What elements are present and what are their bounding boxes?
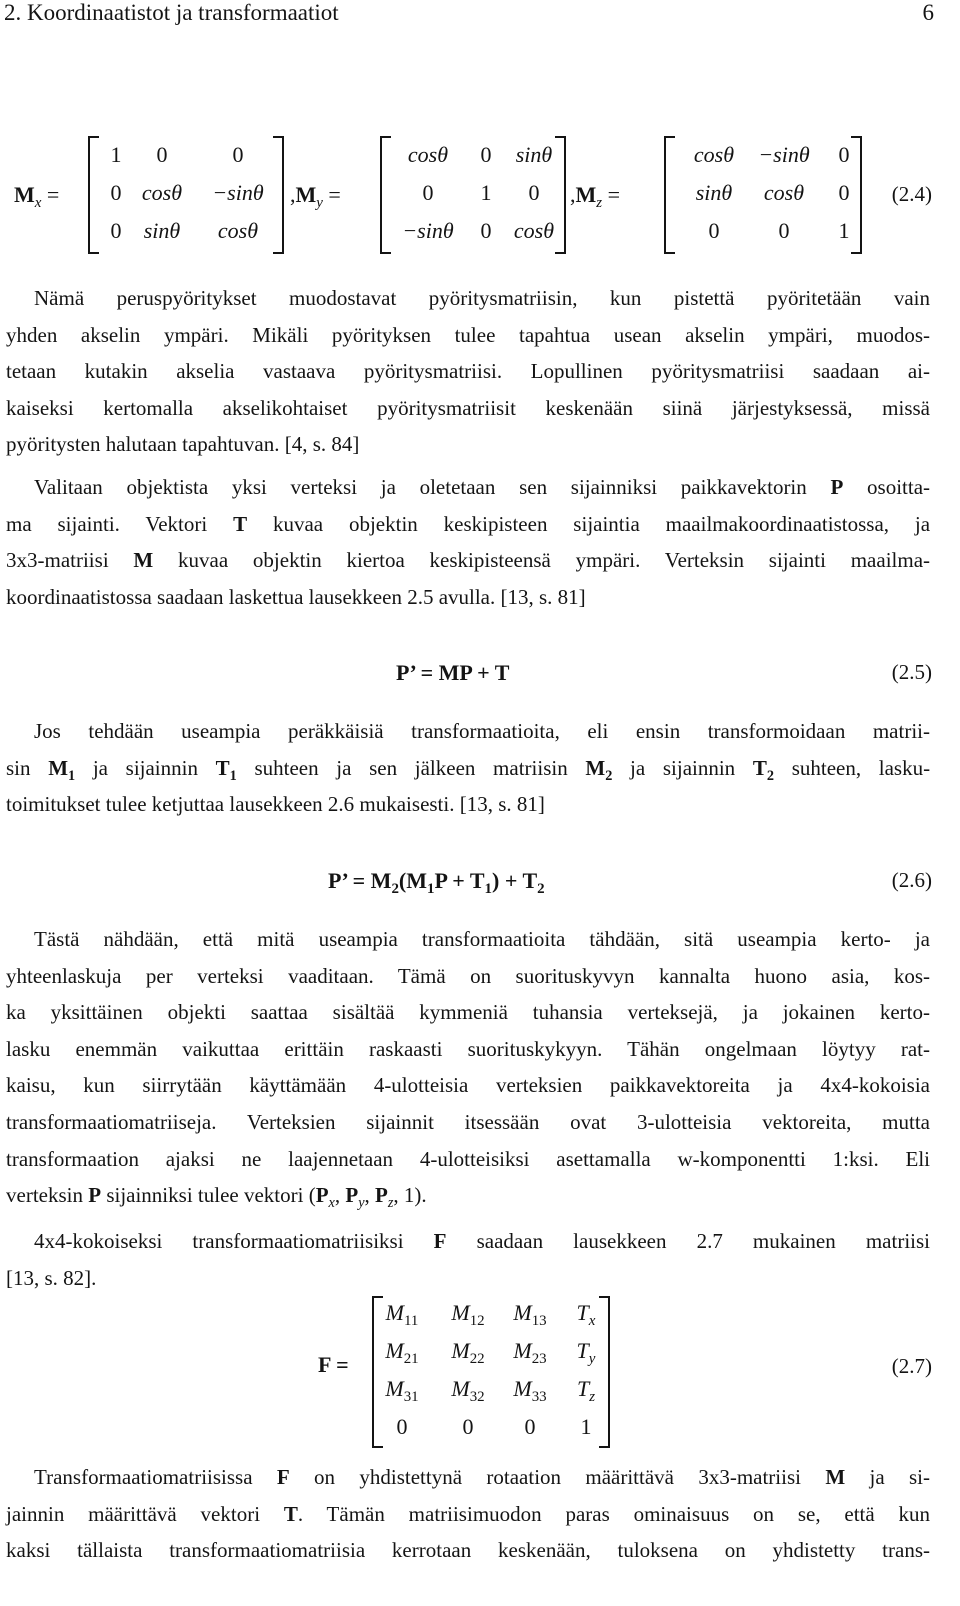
matrix-cell: 0	[778, 218, 790, 243]
matrix-cell: −sinθ	[402, 218, 454, 243]
equation-2-6: P’ = $M_2(M_1P + T_1) + T_2$	[328, 868, 545, 898]
matrix-cell: 0	[232, 142, 244, 167]
matrix-cell: 0	[110, 180, 122, 205]
matrix-cell: 0	[396, 1414, 408, 1439]
matrix-cell: 0	[708, 218, 720, 243]
text-line: Jos tehdään useampia peräkkäisiä transformaatioita, eli ensin transformoidaan matrii-	[34, 719, 930, 743]
mx-label: $M_x$ =	[14, 182, 60, 212]
matrix-cell: 0	[838, 180, 850, 205]
page-number: 6	[922, 0, 934, 25]
equation-number-2-5: (2.5)	[891, 660, 932, 684]
equation-number-2-6: (2.6)	[891, 868, 932, 892]
matrix-cell: sinθ	[695, 180, 733, 205]
matrix-cell: $M_{31}$	[385, 1376, 419, 1406]
text-line: kaisu, kun siirrytään käyttämään 4-ulotteisia verteksien paikkavektoreita ja 4x4-kokoisia	[6, 1073, 930, 1098]
paragraph-chaining	[6, 713, 930, 823]
matrix-cell: 1	[838, 218, 850, 243]
matrix-cell: 1	[580, 1414, 592, 1439]
matrix-cell: cosθ	[141, 180, 183, 205]
matrix-cell: 0	[480, 218, 492, 243]
matrix-cell: 0	[838, 142, 850, 167]
matrix-cell: $M_{12}$	[451, 1300, 485, 1330]
matrix-cell: 1	[110, 142, 122, 167]
matrix-cell: $M_{33}$	[513, 1376, 547, 1406]
matrix-cell: $T_x$	[576, 1300, 596, 1330]
text-line: 3x3-matriisi M kuvaa objektin kiertoa keskipisteensä ympäri. Verteksin sijainti maailma-	[6, 548, 931, 573]
matrix-cell: $T_y$	[576, 1338, 596, 1368]
matrix-cell: 0	[156, 142, 168, 167]
text-line: jainnin määrittävä vektori T. Tämän matriisimuodon paras ominaisuus on se, että kun	[6, 1501, 931, 1526]
text-line: ka yksittäinen objekti saattaa sisältää kymmeniä tuhansia verteksejä, ja jokainen kerto-	[6, 1000, 930, 1025]
text-line: $\sin M_1$ ja sijainnin $T_1$ suhteen ja sen jälkeen matriisin $M_2$ ja sijainnin $T_2$ suhteen, lasku-	[6, 755, 931, 784]
matrix-cell: 0	[480, 142, 492, 167]
text-line: transformaation ajaksi ne laajennetaan 4-ulotteisiksi asettamalla w-komponentti 1:ksi. Eli	[6, 1146, 930, 1171]
equation-number-2-7: (2.7)	[891, 1354, 932, 1378]
matrix-cell: $T_z$	[576, 1376, 596, 1406]
paragraph-homogeneous	[6, 921, 930, 1214]
chapter-heading: 2. Koordinaatistot ja transformaatiot	[4, 0, 339, 25]
matrix-cell: cosθ	[693, 142, 735, 167]
matrix-cell: sinθ	[515, 142, 553, 167]
text-line: transformaatiomatriiseja. Verteksien sijainnit itsessään ovat 3-ulotteisia vektoreita, mutta	[6, 1109, 930, 1134]
text-line: kaiseksi kertomalla akselikohtaiset pyöritysmatriisit keskenään siinä järjestyksessä, missä	[6, 395, 930, 420]
text-line: toimitukset tulee ketjuttaa lausekkeen 2.6 mukaisesti. [13, s. 81]	[6, 792, 545, 817]
matrix-cell: 1	[480, 180, 492, 205]
text-line: kaksi tällaista transformaatiomatriisia kerrotaan keskenään, tuloksena on yhdistetty trans-	[6, 1538, 930, 1563]
matrix-cell: 0	[422, 180, 434, 205]
text-line: verteksin P sijainniksi tulee vektori ($P_x$, $P_y$, $P_z$, 1).	[6, 1183, 427, 1212]
matrix-cell: $M_{11}$	[385, 1300, 419, 1330]
matrix-cell: 0	[110, 218, 122, 243]
matrix-cell: 0	[462, 1414, 474, 1439]
my-label: $,M_y$ =	[290, 182, 341, 212]
matrix-cell: 0	[524, 1414, 536, 1439]
text-line: Nämä peruspyöritykset muodostavat pyöritysmatriisin, kun pistettä pyöritetään vain	[34, 286, 930, 310]
matrix-mz	[664, 136, 862, 254]
matrix-cell: cosθ	[217, 218, 259, 243]
matrix-cell: $M_{32}$	[451, 1376, 485, 1406]
text-line: Tästä nähdään, että mitä useampia transformaatioita tähdään, sitä useampia kerto- ja	[34, 927, 930, 951]
text-line: yhden akselin ympäri. Mikäli pyörityksen tulee tapahtua usean akselin ympäri, muodos-	[6, 322, 930, 347]
matrix-cell: $M_{21}$	[385, 1338, 419, 1368]
matrix-cell: $M_{23}$	[513, 1338, 547, 1368]
matrix-cell: $M_{13}$	[513, 1300, 547, 1330]
text-line: yhteenlaskuja per verteksi vaaditaan. Tämä on suorituskyvyn kannalta huono asia, kos-	[6, 963, 930, 988]
f-label: F =	[318, 1352, 349, 1377]
paragraph-rotations	[6, 280, 930, 463]
matrix-cell: cosθ	[513, 218, 555, 243]
matrix-cell: 0	[528, 180, 540, 205]
text-line: Transformaatiomatriisissa F on yhdistettynä rotaation määrittävä 3x3-matriisi M ja si-	[34, 1465, 930, 1489]
matrix-cell: sinθ	[143, 218, 181, 243]
matrix-mx	[88, 136, 284, 254]
text-line: tetaan kutakin akselia vastaava pyöritysmatriisi. Lopullinen pyöritysmatriisi saadaan ai-	[6, 359, 930, 384]
matrix-cell: $M_{22}$	[451, 1338, 485, 1368]
text-line: koordinaatistossa saadaan laskettua lausekkeen 2.5 avulla. [13, s. 81]	[6, 584, 586, 609]
matrix-cell: cosθ	[407, 142, 449, 167]
matrix-f	[372, 1296, 610, 1448]
matrix-cell: −sinθ	[212, 180, 264, 205]
text-line: lasku enemmän vaikuttaa erittäin raskaasti suorituskykyyn. Tähän ongelmaan löytyy rat-	[6, 1036, 930, 1061]
text-line: Valitaan objektista yksi verteksi ja oletetaan sen sijainniksi paikkavektorin P osoitta-	[34, 475, 931, 499]
paragraph-4x4-matrix	[6, 1223, 930, 1296]
text-line: pyöritysten halutaan tapahtuvan. [4, s. 84]	[6, 432, 360, 457]
matrix-cell: cosθ	[763, 180, 805, 205]
equation-2-5: P’ = MP + T	[396, 660, 510, 685]
text-line: [13, s. 82].	[6, 1265, 97, 1290]
paragraph-vertex	[6, 469, 930, 615]
text-line: 4x4-kokoiseksi transformaatiomatriisiksi F saadaan lausekkeen 2.7 mukainen matriisi	[34, 1229, 931, 1253]
paragraph-conclusion	[6, 1459, 930, 1569]
matrix-cell: −sinθ	[758, 142, 810, 167]
equation-number-2-4: (2.4)	[891, 182, 932, 206]
mz-label: $,M_z$ =	[570, 182, 621, 212]
text-line: ma sijainti. Vektori T kuvaa objektin keskipisteen sijaintia maailmakoordinaatistossa, ja	[6, 511, 931, 536]
matrix-my	[380, 136, 566, 254]
